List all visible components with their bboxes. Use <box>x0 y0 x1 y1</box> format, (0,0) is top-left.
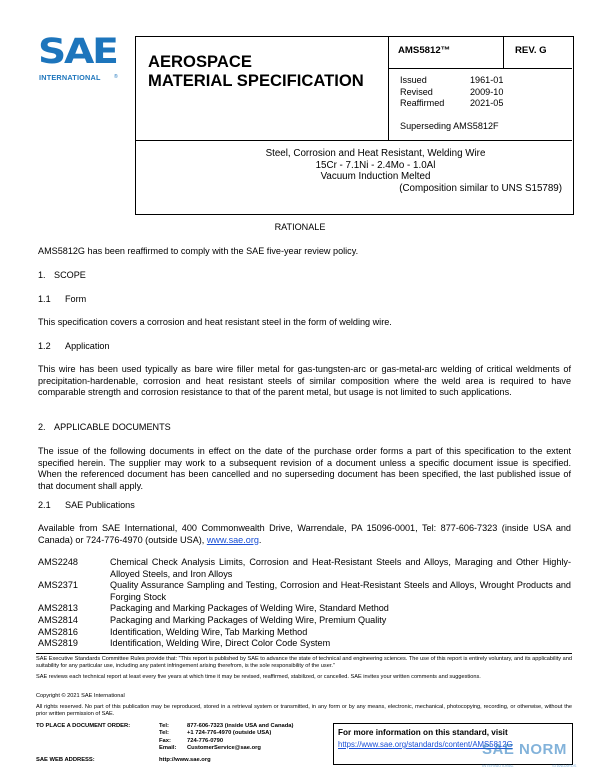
section-number: 1. <box>38 270 46 280</box>
footer-rules-text: SAE Executive Standards Committee Rules provide that: “This report is published by SAE to advance the state of technical and engineering sciences. The use of this report is entirely voluntary, and its applicability and suitability for any particular use, including any patent infringement arising therefrom, is the sole responsibility of the user.” <box>36 656 572 670</box>
section-title: SCOPE <box>54 270 86 280</box>
footer-rights-text: All rights reserved. No part of this publication may be reproduced, stored in a retrieval system or transmitted, in any form or by any means, electronic, mechanical, photocopying, recording, or otherwise, without the prior written permission of SAE. <box>36 704 572 718</box>
contact-value: 877-606-7323 (inside USA and Canada) <box>187 723 294 729</box>
reference-item <box>38 557 571 580</box>
revised-label: Revised <box>400 86 433 97</box>
superseding-note: Superseding AMS5812F <box>400 121 499 131</box>
section-number: 1.2 <box>38 341 51 351</box>
reference-title: Identification, Welding Wire, Direct Color Code System <box>110 638 331 649</box>
rationale-heading: RATIONALE <box>274 222 326 232</box>
contact-label: Email: <box>159 744 177 751</box>
order-label: TO PLACE A DOCUMENT ORDER: <box>36 723 131 729</box>
title-line2: 15Cr - 7.1Ni - 2.4Mo - 1.0Al <box>315 159 436 171</box>
contact-list <box>159 723 293 752</box>
footer-divider <box>36 653 572 654</box>
contact-label: Tel: <box>159 723 169 729</box>
title-line1: Steel, Corrosion and Heat Resistant, Welding Wire <box>265 148 486 159</box>
reference-title: Quality Assurance Sampling and Testing, Corrosion and Heat-Resistant Steels and Alloys, Wrought Products and Forging Stock <box>110 580 571 602</box>
email-link[interactable]: CustomerService@sae.org <box>187 744 261 751</box>
contact-label: Fax: <box>159 737 171 744</box>
contact-value: 724-776-0790 <box>187 737 224 744</box>
web-address[interactable]: http://www.sae.org <box>159 757 211 763</box>
title-line3: Vacuum Induction Melted <box>320 171 431 183</box>
availability-text: Available from SAE International, 400 Commonwealth Drive, Warrendale, PA 15096-0001, Tel: 877-606-7323 (inside USA and Canada) or 724-776-4970 (outside USA), <box>38 523 571 545</box>
form-paragraph: This specification covers a corrosion and heat resistant steel in the form of welding wire. <box>38 317 392 327</box>
sae-norm-watermark <box>482 741 597 775</box>
reference-code: AMS2371 <box>38 580 78 591</box>
section-1-1-heading <box>38 294 86 306</box>
issued-date: 1961-01 <box>470 75 504 85</box>
availability-paragraph: Available from SAE International, 400 Commonwealth Drive, Warrendale, PA 15096-0001, Tel: 877-606-7323 (inside USA and Canada) or 724-776-4970 (outside USA), www.sae.org. <box>38 523 571 545</box>
application-paragraph: This wire has been used typically as bare wire filler metal for gas-tungsten-arc or gas-metal-arc welding of critical weldments of precipitation-hardenable, corrosion and heat resistant steels of similar composition where the weld area is required to have comparable strength and corrosion resistance to that of the parent metal, but usage is not limited to such applications. <box>38 364 571 398</box>
rationale-text: AMS5812G has been reaffirmed to comply with the SAE five-year review policy. <box>38 246 359 256</box>
contact-label: Tel: <box>159 730 169 737</box>
section-2-heading <box>38 422 171 434</box>
reference-item <box>38 627 571 639</box>
document-type-line1: AEROSPACE <box>148 52 252 71</box>
sae-logo-subtitle: INTERNATIONAL <box>39 73 101 82</box>
title-line4: (Composition similar to UNS S15789) <box>399 182 562 194</box>
footer-review-text: SAE reviews each technical report at least every five years at which time it may be revised, reaffirmed, stabilized, or cancelled. SAE invites your written comments and suggestions. <box>36 674 481 680</box>
document-title <box>135 148 572 194</box>
reaffirmed-date: 2021-05 <box>470 98 504 109</box>
reference-code: AMS2813 <box>38 603 78 614</box>
sae-website-link[interactable]: www.sae.org <box>206 534 259 545</box>
reaffirmed-label: Reaffirmed <box>400 98 445 109</box>
applicable-paragraph: The issue of the following documents in effect on the date of the purchase order forms a part of this specification to the extent specified herein. The supplier may work to a subsequent revision of a document unless a specific document issue is specified. When the referenced document has been cancelled and no superseding document has been specified, the last published issue of that document shall apply. <box>38 446 571 491</box>
reference-title: Identification, Welding Wire, Tab Marking Method <box>110 626 308 637</box>
date-table <box>400 75 520 110</box>
section-1-heading <box>38 270 86 282</box>
section-1-2-heading <box>38 341 110 353</box>
sae-logo-mark: SAE <box>38 32 117 72</box>
section-title: Application <box>65 341 110 351</box>
more-info-heading: For more information on this standard, visit <box>338 728 508 737</box>
contact-value: +1 724-776-4970 (outside USA) <box>187 730 272 737</box>
web-label: SAE WEB ADDRESS: <box>36 757 95 763</box>
section-number: 2. <box>38 422 46 432</box>
watermark-text: SAE NORM <box>482 741 567 758</box>
standard-page-link[interactable]: https://www.sae.org/standards/content/AMS5812G <box>338 740 513 749</box>
reference-item <box>38 638 571 650</box>
document-number: AMS5812™ <box>398 45 451 56</box>
section-2-1-heading <box>38 500 135 512</box>
reference-item <box>38 580 571 603</box>
reference-title: Packaging and Marking Packages of Welding Wire, Standard Method <box>110 603 389 614</box>
reference-code: AMS2248 <box>38 557 78 567</box>
reference-item <box>38 615 571 627</box>
revision-label: REV. G <box>515 45 547 56</box>
issued-label: Issued <box>400 75 427 85</box>
watermark-sub-right: STANDARDS <box>552 763 577 768</box>
section-title: SAE Publications <box>65 500 135 510</box>
section-number: 1.1 <box>38 294 51 304</box>
reference-title: Chemical Check Analysis Limits, Corrosion and Heat-Resistant Steels and Alloys, Maraging and Other Highly-Alloyed Steels, and Iron Alloys <box>110 557 571 579</box>
reference-code: AMS2814 <box>38 614 78 625</box>
reference-list <box>38 557 571 650</box>
document-type-line2: MATERIAL SPECIFICATION <box>148 71 364 90</box>
document-type-heading <box>148 52 364 90</box>
section-number: 2.1 <box>38 500 51 510</box>
reference-title: Packaging and Marking Packages of Welding Wire, Premium Quality <box>110 614 387 625</box>
section-title: Form <box>65 294 87 304</box>
reference-item <box>38 603 571 615</box>
revised-date: 2009-10 <box>470 86 504 97</box>
footer-copyright: Copyright © 2021 SAE International <box>36 693 125 699</box>
sae-logo: SAE INTERNATIONAL ® <box>38 32 118 82</box>
reference-code: AMS2816 <box>38 626 78 637</box>
reference-code: AMS2819 <box>38 638 78 649</box>
watermark-sub-left: INTERNATIONAL <box>482 763 514 768</box>
section-title: APPLICABLE DOCUMENTS <box>54 422 171 432</box>
